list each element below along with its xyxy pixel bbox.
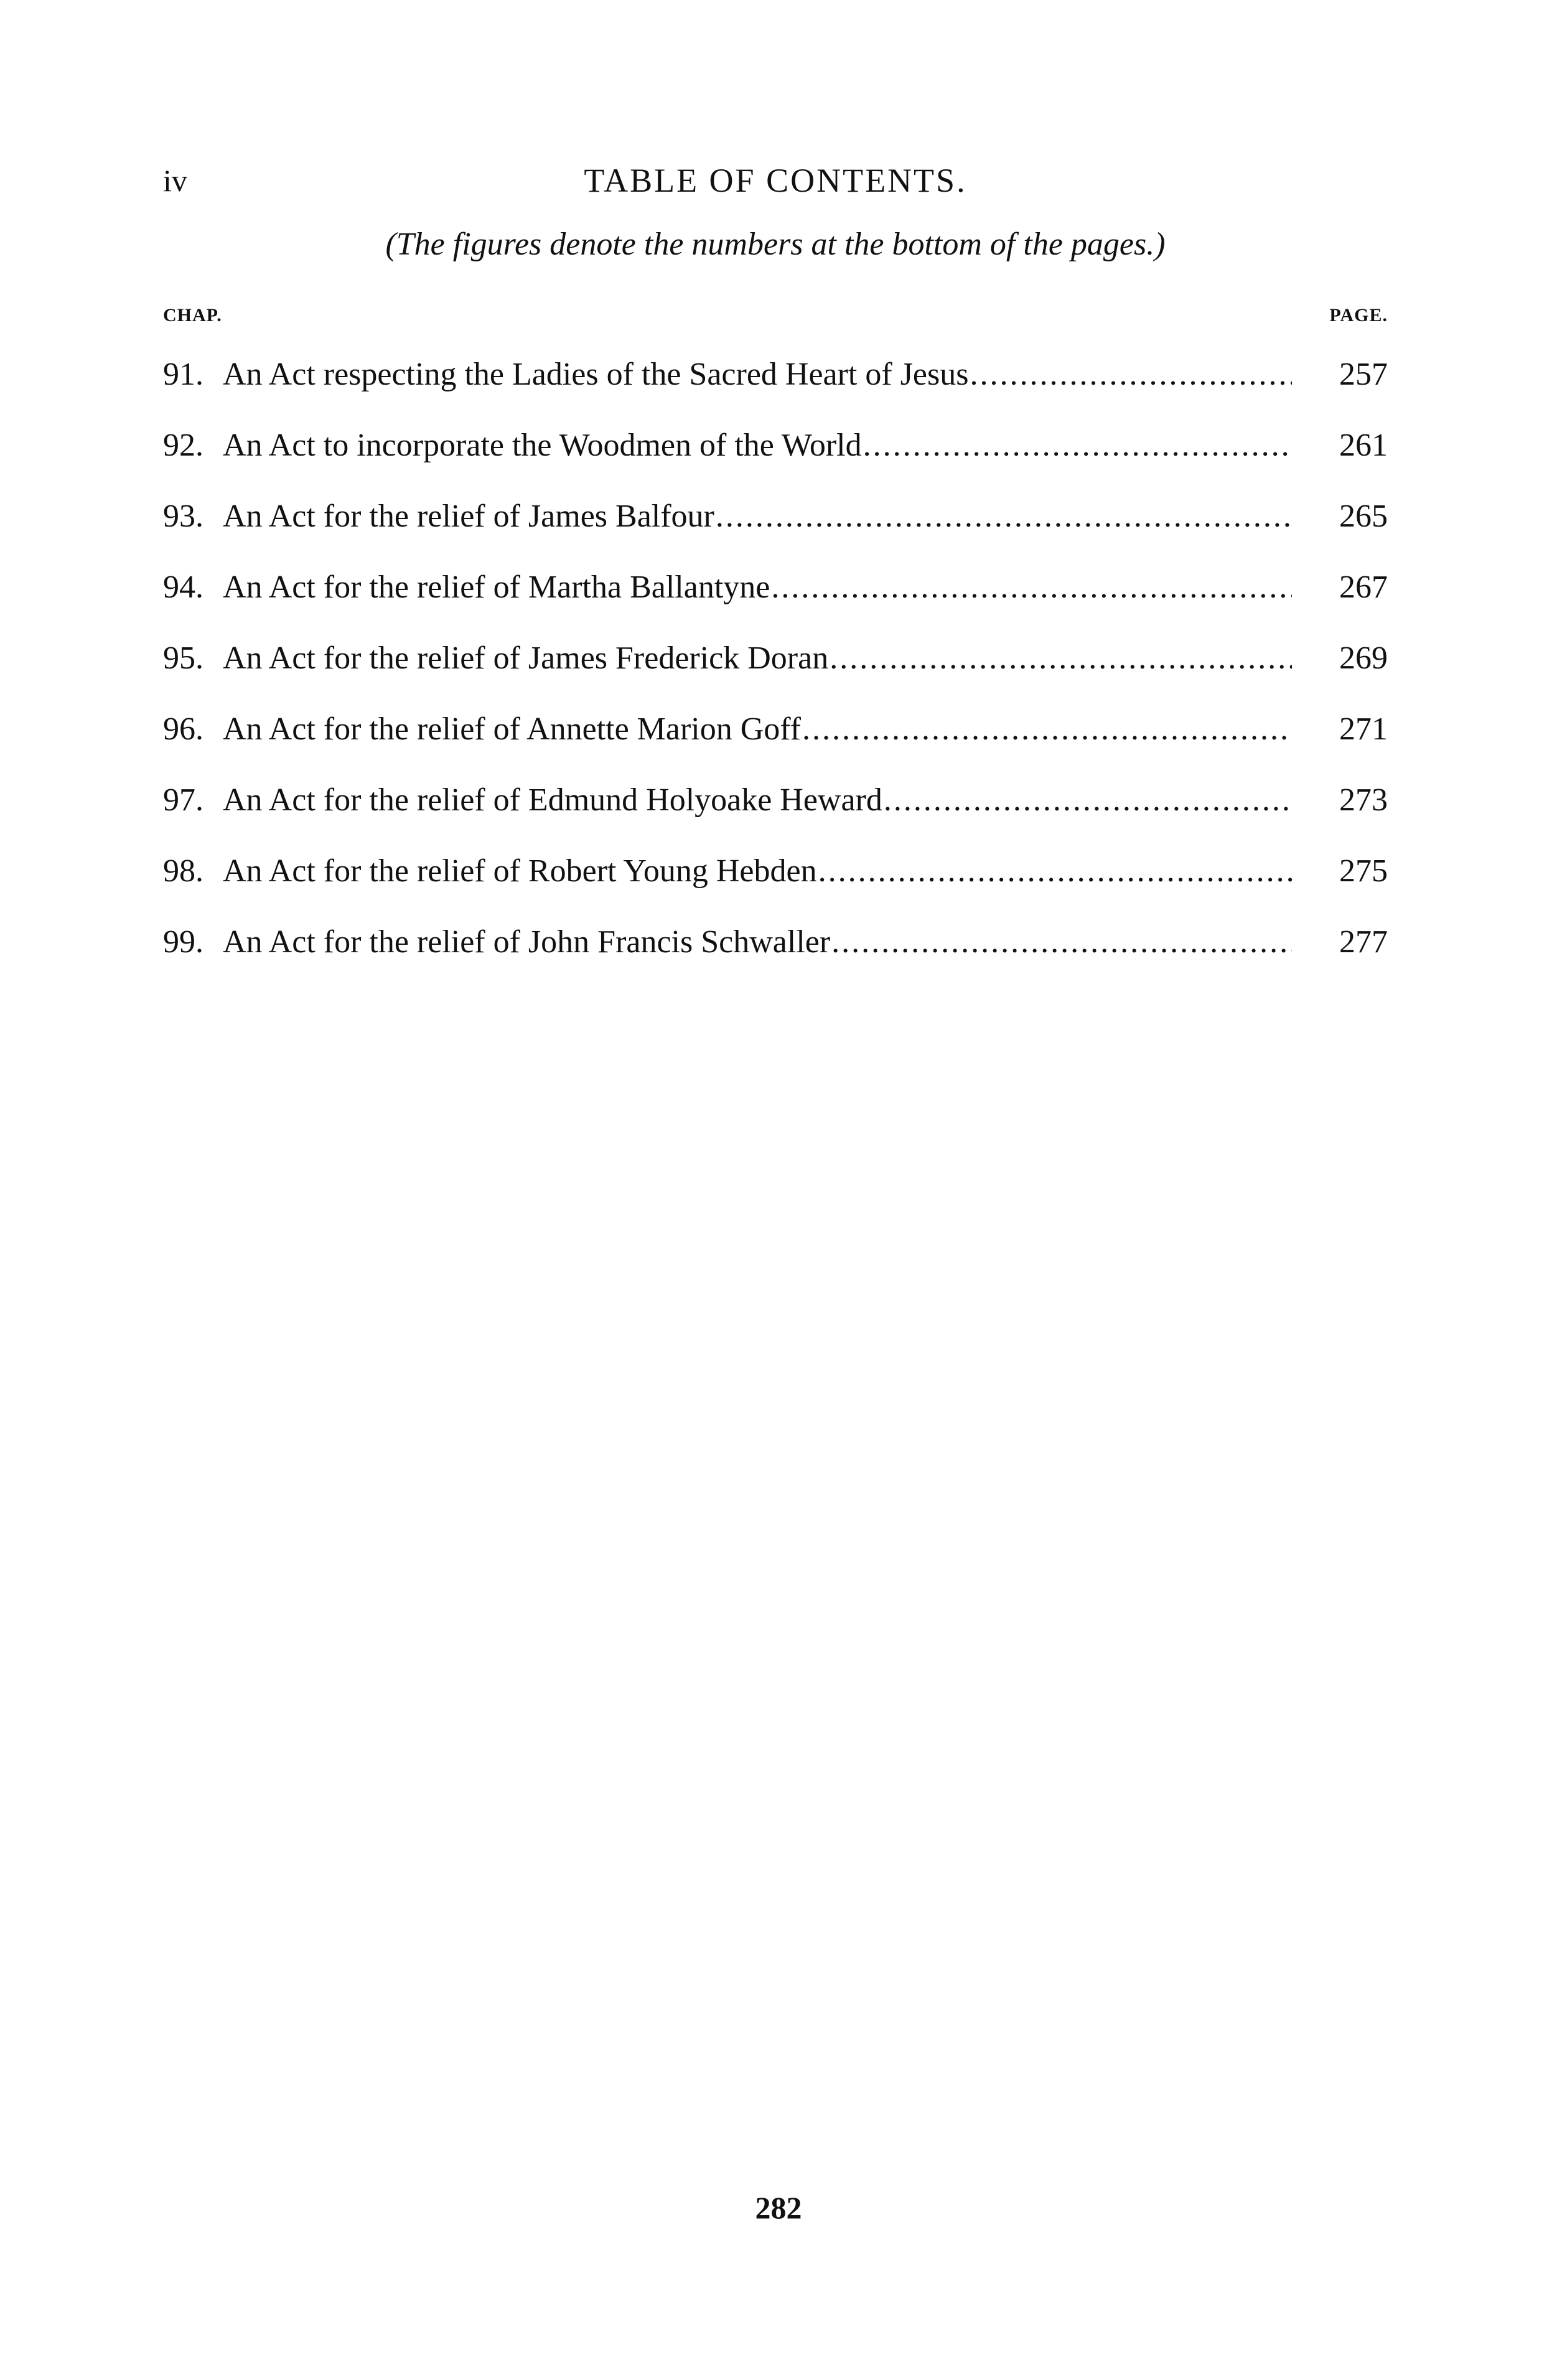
contents-list <box>163 339 1388 978</box>
chapter-number: 97. <box>163 782 203 818</box>
chapter-number: 92. <box>163 428 203 463</box>
page-column-label: PAGE. <box>1329 305 1388 326</box>
toc-entry <box>163 907 1388 978</box>
act-title: An Act respecting the Ladies of the Sacred Heart of Jesus <box>223 357 969 392</box>
page-reference: 271 <box>1339 711 1388 747</box>
page-reference: 265 <box>1339 499 1388 534</box>
page-reference: 273 <box>1339 782 1388 818</box>
toc-entry <box>163 836 1388 907</box>
toc-entry <box>163 694 1388 765</box>
act-title: An Act to incorporate the Woodmen of the World <box>223 428 862 463</box>
column-headings <box>163 305 1388 336</box>
page-reference: 269 <box>1339 640 1388 676</box>
dot-leader <box>716 481 1292 552</box>
act-title: An Act for the relief of James Balfour <box>223 499 714 534</box>
chapter-number: 98. <box>163 853 203 889</box>
chapter-number: 93. <box>163 499 203 534</box>
page-reference: 275 <box>1339 853 1388 889</box>
page-title: TABLE OF CONTENTS. <box>584 162 967 199</box>
toc-entry <box>163 765 1388 836</box>
dot-leader <box>802 694 1292 765</box>
dot-leader <box>863 410 1292 481</box>
dot-leader <box>830 623 1292 694</box>
act-title: An Act for the relief of John Francis Schwaller <box>223 924 831 960</box>
act-title: An Act for the relief of James Frederick Doran <box>223 640 829 676</box>
page-reference: 277 <box>1339 924 1388 960</box>
page-number: 282 <box>755 2190 802 2225</box>
chapter-number: 95. <box>163 640 203 676</box>
page-reference: 257 <box>1339 357 1388 392</box>
chapter-number: 99. <box>163 924 203 960</box>
folio: iv <box>163 163 187 198</box>
act-title: An Act for the relief of Robert Young Hebden <box>223 853 817 889</box>
act-title: An Act for the relief of Annette Marion Goff <box>223 711 801 747</box>
contents-note: (The figures denote the numbers at the bottom of the pages.) <box>385 227 1166 262</box>
toc-entry <box>163 623 1388 694</box>
dot-leader <box>771 552 1292 623</box>
dot-leader <box>818 836 1292 907</box>
chapter-number: 91. <box>163 357 203 392</box>
dot-leader <box>831 907 1292 978</box>
toc-entry <box>163 339 1388 410</box>
chapter-column-label: CHAP. <box>163 305 222 326</box>
act-title: An Act for the relief of Edmund Holyoake Heward <box>223 782 882 818</box>
page-reference: 267 <box>1339 569 1388 605</box>
act-title: An Act for the relief of Martha Ballantyne <box>223 569 770 605</box>
page-reference: 261 <box>1339 428 1388 463</box>
toc-entry <box>163 552 1388 623</box>
toc-entry <box>163 481 1388 552</box>
dot-leader <box>884 765 1292 836</box>
running-head <box>163 159 1388 202</box>
dot-leader <box>970 339 1293 410</box>
toc-entry <box>163 410 1388 481</box>
chapter-number: 94. <box>163 569 203 605</box>
chapter-number: 96. <box>163 711 203 747</box>
